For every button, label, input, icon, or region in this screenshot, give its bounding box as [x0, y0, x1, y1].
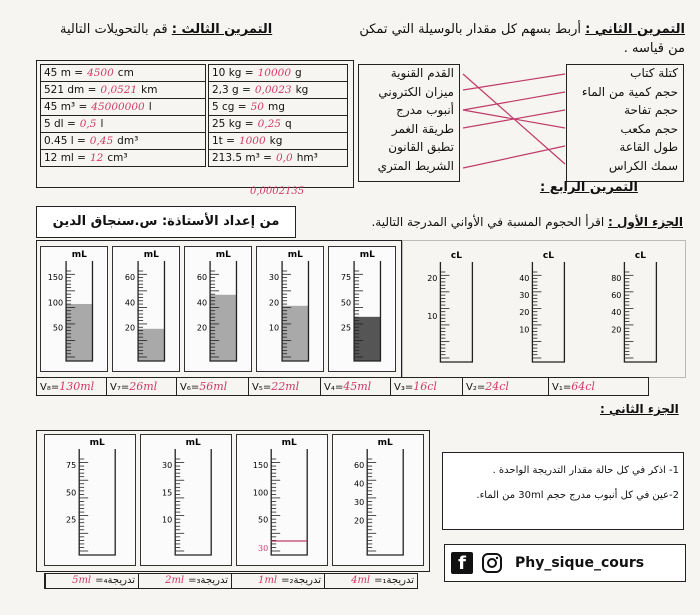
conversion-lhs: 10 kg =: [212, 67, 254, 79]
tick-label: 40: [519, 274, 530, 283]
conversion-answer[interactable]: 4500: [87, 67, 114, 79]
conversion-unit: q: [284, 118, 292, 130]
quantity-item[interactable]: حجم مكعب: [620, 121, 678, 136]
tick-label: 10: [268, 323, 280, 333]
tick-label: 30: [354, 497, 365, 507]
tick-label: 20: [268, 298, 280, 308]
liquid-fill: [66, 304, 92, 361]
graduation-answer[interactable]: 5ml: [72, 575, 92, 586]
cylinder-outline: [79, 449, 115, 555]
graduation-label: تدريجة₃=: [188, 575, 228, 586]
conversion-unit: cm³: [107, 152, 128, 164]
volume-cell: [320, 378, 390, 395]
graduation-answer[interactable]: 2ml: [165, 575, 185, 586]
tick-label: 80: [611, 274, 622, 283]
conversion-unit: kg: [295, 84, 309, 96]
part2-cylinder-box: [236, 434, 328, 566]
conversion-cell: [209, 133, 348, 150]
volume-answer[interactable]: 26ml: [129, 380, 158, 393]
conversion-unit: kg: [269, 135, 283, 147]
graduation-cell: [324, 574, 417, 588]
tick-label: 20: [354, 516, 365, 526]
cylinder-outline: [175, 449, 211, 555]
tick-label: 60: [611, 291, 622, 301]
conversion-cell: [41, 99, 206, 116]
conversion-lhs: 45 m³ =: [44, 101, 88, 113]
tool-item[interactable]: طريقة الغمر: [391, 121, 454, 136]
conversion-row: [209, 99, 348, 116]
graduated-cylinder: [185, 247, 251, 369]
volume-label: V₄=: [324, 382, 344, 393]
unit-label: mL: [359, 250, 375, 260]
conversion-table-right: [208, 64, 348, 167]
tick-label: 40: [124, 298, 136, 308]
questions-box: [442, 452, 684, 530]
instagram-icon[interactable]: [481, 552, 503, 574]
graduated-cylinder: [594, 248, 674, 370]
conversion-row: [209, 65, 348, 82]
volume-answer[interactable]: 64cl: [571, 380, 595, 393]
tick-label: 25: [340, 323, 352, 333]
author-box: من إعداد الأستاذة: س.سنجاق الدين: [36, 206, 296, 238]
unit-label: mL: [281, 438, 297, 448]
graduated-cylinder: [113, 247, 179, 369]
conversion-answer[interactable]: 0,0023: [254, 84, 292, 96]
tool-item[interactable]: الشريط المتري: [377, 158, 454, 173]
exercise3-instruction: قم بالتحويلات التالية: [60, 22, 168, 37]
graduated-cylinder: [257, 247, 323, 369]
cl-cylinder-box: [410, 248, 490, 372]
conversion-lhs: 213.5 m³ =: [212, 152, 272, 164]
graduation-cell: [231, 574, 324, 588]
volume-answer[interactable]: 24cl: [485, 380, 509, 393]
conversion-lhs: 45 m =: [44, 67, 84, 79]
conversion-row: [41, 150, 206, 167]
exercise2-instruction: أربط بسهم كل مقدار بالوسيلة التي تمكن من قياسه .: [359, 22, 685, 56]
tick-label: 150: [47, 273, 64, 282]
volume-label: V₂=: [466, 382, 486, 393]
exercise4-title: التمرين الرابع :: [540, 180, 638, 195]
tick-label: 60: [354, 461, 365, 470]
conversion-cell: [41, 116, 206, 133]
conversion-unit: cm: [117, 67, 134, 79]
conversion-cell: [41, 133, 206, 150]
conversion-answer[interactable]: 10000: [257, 67, 291, 79]
conversion-row: [41, 116, 206, 133]
volume-cell: [176, 378, 248, 395]
social-handle[interactable]: Phy_sique_cours: [515, 555, 645, 571]
conversion-answer[interactable]: 0,0: [275, 152, 293, 164]
graduated-cylinder: [45, 435, 135, 563]
conversion-row: [209, 133, 348, 150]
conversion-cell: [209, 150, 348, 167]
conversion-row: [41, 65, 206, 82]
answer-mark-label: 30: [258, 544, 269, 553]
tick-label: 20: [427, 274, 438, 283]
conversion-lhs: 5 cg =: [212, 101, 247, 113]
quantity-item[interactable]: سمك الكراس: [608, 158, 678, 173]
conversion-unit: dm³: [117, 135, 139, 147]
tool-item[interactable]: تطبق القانون: [388, 140, 454, 154]
ml-cylinder-box: [184, 246, 252, 372]
conversion-answer[interactable]: 45000000: [91, 101, 145, 113]
tick-label: 40: [611, 308, 622, 318]
unit-label: mL: [185, 438, 201, 448]
volume-label: V₃=: [394, 382, 414, 393]
arrow-line: [463, 146, 565, 168]
graduation-answer[interactable]: 4ml: [351, 575, 371, 586]
ml-cylinder-box: [40, 246, 108, 372]
part1-title: الجزء الأول :: [608, 215, 683, 229]
graduated-cylinder: [41, 247, 107, 369]
graduation-answer[interactable]: 1ml: [258, 575, 278, 586]
tick-label: 100: [47, 298, 64, 308]
conversion-unit: l: [100, 118, 104, 130]
exercise2-header: [355, 20, 685, 58]
graduation-label: تدريجة₄=: [95, 575, 135, 586]
tool-item[interactable]: القدم القنوية: [390, 66, 454, 80]
exercise3-header: [60, 22, 272, 37]
question-1: 1- اذكر في كل حالة مقدار التدريجة الواحدة .: [492, 465, 679, 476]
tick-label: 20: [611, 325, 622, 335]
volume-answer[interactable]: 45ml: [343, 380, 372, 393]
tick-label: 30: [519, 291, 530, 301]
tick-label: 100: [252, 488, 269, 498]
conversion-row: [41, 99, 206, 116]
conversion-lhs: 25 kg =: [212, 118, 254, 130]
part1-header: [305, 215, 683, 229]
volume-label: V₇=: [110, 382, 130, 393]
tick-label: 10: [519, 325, 530, 335]
conversion-answer[interactable]: 50: [250, 101, 264, 113]
conversion-answer[interactable]: 0,5: [79, 118, 97, 130]
ml-cylinder-box: [112, 246, 180, 372]
tick-label: 15: [162, 488, 173, 498]
conversion-answer[interactable]: 12: [89, 152, 104, 164]
conversion-unit: km: [141, 84, 158, 96]
conversion-unit: g: [295, 67, 302, 79]
conversion-lhs: 2,3 g =: [212, 84, 251, 96]
ml-cylinder-box: [256, 246, 324, 372]
matching-arrows: [455, 64, 569, 182]
graduation-label: تدريجة₂=: [281, 575, 321, 586]
cl-cylinder-box: [502, 248, 582, 372]
volume-cell: [390, 378, 462, 395]
unit-label: mL: [89, 438, 105, 448]
volume-label: V₅=: [252, 382, 272, 393]
graduation-label: تدريجة₁=: [374, 575, 414, 586]
volume-answers-row: [36, 377, 649, 396]
part1-instruction: اقرأ الحجوم المسبة في الأواني المدرجة التالية.: [371, 215, 605, 229]
conversion-lhs: 0.45 l =: [44, 135, 86, 147]
exercise3-title: التمرين الثالث :: [171, 22, 273, 37]
tick-label: 50: [52, 323, 64, 333]
cylinder-outline: [367, 449, 403, 555]
conversion-lhs: 5 dl =: [44, 118, 76, 130]
conversion-unit: l: [148, 101, 152, 113]
conversion-row: [209, 82, 348, 99]
volume-cell: [248, 378, 320, 395]
graduated-cylinder: [502, 248, 582, 370]
volume-label: V₈=: [40, 382, 60, 393]
cylinder-outline: [271, 449, 307, 555]
part2-cylinder-box: [44, 434, 136, 566]
graduation-cell: [45, 574, 138, 588]
conversion-lhs: 1t =: [212, 135, 235, 147]
scribble-note: 0,0002135: [250, 186, 305, 197]
quantity-item[interactable]: حجم تفاحة: [624, 103, 678, 117]
tick-label: 40: [354, 479, 365, 489]
liquid-fill: [210, 295, 236, 361]
question-2: 2-عين في كل أنبوب مدرج حجم 30ml من الماء.: [476, 490, 679, 501]
tool-item[interactable]: أنبوب مدرج: [396, 103, 454, 117]
tick-label: 50: [258, 515, 269, 525]
tick-label: 50: [66, 488, 77, 498]
tick-label: 25: [66, 515, 77, 525]
unit-label: mL: [143, 250, 159, 260]
conversion-answer[interactable]: 1000: [238, 135, 266, 147]
part2-cylinder-box: [140, 434, 232, 566]
tick-label: 40: [196, 298, 208, 308]
tick-label: 30: [162, 461, 173, 470]
tick-label: 10: [427, 312, 438, 321]
quantity-item[interactable]: طول القاعة: [619, 140, 678, 154]
exercise2-title: التمرين الثاني :: [585, 22, 685, 37]
graduated-cylinder: [333, 435, 423, 563]
tick-label: 10: [162, 515, 173, 525]
liquid-fill: [354, 317, 380, 361]
volume-answer[interactable]: 22ml: [271, 380, 300, 393]
arrow-line: [463, 74, 565, 164]
conversion-unit: hm³: [296, 152, 318, 164]
unit-label: cL: [450, 251, 462, 261]
quantity-item[interactable]: كتلة كتاب: [630, 66, 678, 80]
conversion-row: [209, 150, 348, 167]
unit-label: cL: [542, 251, 554, 261]
conversion-row: [41, 133, 206, 150]
tick-label: 50: [340, 298, 352, 308]
conversion-table-left: [40, 64, 206, 167]
quantity-item[interactable]: حجم كمية من الماء: [581, 84, 678, 99]
conversion-lhs: 12 ml =: [44, 152, 86, 164]
conversion-cell: [41, 150, 206, 167]
tick-label: 20: [124, 323, 136, 333]
tick-label: 60: [196, 273, 208, 282]
graduated-cylinder: [410, 248, 490, 370]
conversion-cell: [209, 65, 348, 82]
tick-label: 60: [124, 273, 136, 282]
conversion-cell: [41, 82, 206, 99]
graduation-answers-row: [44, 573, 418, 589]
graduated-cylinder: [329, 247, 395, 369]
tick-label: 150: [252, 461, 269, 470]
volume-cell: [37, 378, 106, 395]
volume-answer[interactable]: 16cl: [413, 380, 437, 393]
graduated-cylinder: [141, 435, 231, 563]
arrow-line: [463, 92, 565, 110]
unit-label: cL: [634, 251, 646, 261]
conversion-cell: [41, 65, 206, 82]
unit-label: mL: [287, 250, 303, 260]
cl-cylinder-box: [594, 248, 674, 372]
conversion-cell: [209, 99, 348, 116]
ml-cylinder-box: [328, 246, 396, 372]
conversion-cell: [209, 116, 348, 133]
volume-cell: [548, 378, 648, 395]
tick-label: 30: [268, 273, 280, 282]
conversion-row: [41, 82, 206, 99]
volume-label: V₁=: [552, 382, 572, 393]
unit-label: mL: [71, 250, 87, 260]
tick-label: 75: [340, 273, 352, 282]
unit-label: mL: [215, 250, 231, 260]
tick-label: 75: [66, 461, 77, 470]
conversion-answer[interactable]: 0,45: [89, 135, 114, 147]
conversion-row: [209, 116, 348, 133]
conversion-answer[interactable]: 0,25: [257, 118, 281, 130]
facebook-icon[interactable]: f: [451, 552, 473, 574]
volume-label: V₆=: [180, 382, 200, 393]
tick-label: 20: [196, 323, 208, 333]
conversion-unit: mg: [267, 101, 285, 113]
graduation-cell: [138, 574, 231, 588]
part2-title: الجزء الثاني :: [600, 402, 679, 416]
volume-cell: [462, 378, 548, 395]
conversion-lhs: 521 dm =: [44, 84, 97, 96]
graduated-cylinder: [237, 435, 327, 563]
conversion-answer[interactable]: 0,0521: [100, 84, 138, 96]
social-banner: [444, 544, 686, 582]
unit-label: mL: [377, 438, 393, 448]
volume-cell: [106, 378, 176, 395]
conversion-cell: [209, 82, 348, 99]
tool-item[interactable]: ميزان الكتروني: [378, 84, 454, 99]
part2-cylinder-box: [332, 434, 424, 566]
volume-answer[interactable]: 56ml: [199, 380, 228, 393]
volume-answer[interactable]: 130ml: [59, 380, 95, 393]
tick-label: 20: [519, 308, 530, 318]
